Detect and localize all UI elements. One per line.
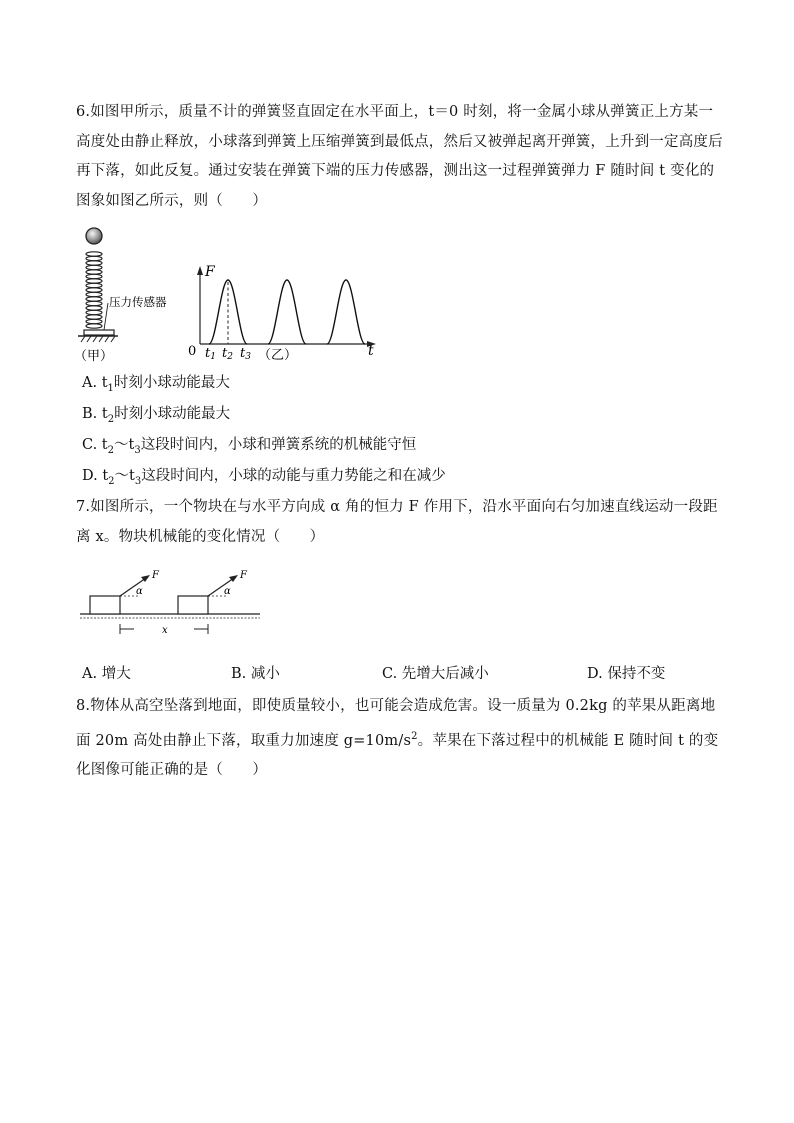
x-axis-label: t xyxy=(368,343,374,359)
q6-option-b[interactable]: B. $t_2$时刻小球动能最大 xyxy=(82,406,231,425)
q6-option-c[interactable]: C. $t_2\sim t_3$这段时间内，小球和弹簧系统的机械能守恒 xyxy=(82,437,417,456)
q7-option-c[interactable]: C. 先增大后减小 xyxy=(382,666,489,682)
alpha-label-2: α xyxy=(224,586,231,597)
tick-t2: t2 xyxy=(222,346,233,362)
tick-t3: t3 xyxy=(240,346,251,362)
q7-option-b[interactable]: B. 减小 xyxy=(231,666,280,682)
force-curve xyxy=(209,280,365,344)
figure-caption-left: （甲） xyxy=(74,349,114,364)
tick-t1: t1 xyxy=(205,346,216,362)
spring xyxy=(86,252,102,328)
q6-option-a[interactable]: A. $t_1$时刻小球动能最大 xyxy=(82,375,230,394)
alpha-label-1: α xyxy=(136,586,143,597)
question-7-stem: 7.如图所示，一个物块在与水平方向成 α 角的恒力 F 作用下，沿水平面向右匀加速直线运动一段距离 x。物块机械能的变化情况（ ） xyxy=(76,499,718,545)
question-6-stem: 6.如图甲所示，质量不计的弹簧竖直固定在水平面上，t＝0 时刻，将一金属小球从弹簧正上方某一高度处由静止释放，小球落到弹簧上压缩弹簧到最低点，然后又被弹起离开弹簧，上升到一定高度后再下落，如此反复。通过安装在弹簧下端的压力传感器，测出这一过程弹簧弹力 F 随时间 t 变化的图象如图乙所示，则（ ） xyxy=(76,104,723,209)
ground xyxy=(78,336,118,342)
metal-ball xyxy=(86,228,102,244)
block-end xyxy=(178,596,208,614)
distance-label: x xyxy=(162,625,168,636)
question-6-figure xyxy=(74,224,388,370)
question-7-figure xyxy=(78,568,268,640)
question-8-stem: 8.物体从高空坠落到地面，即使质量较小，也可能会造成危害。设一质量为 0.2kg 的苹果从距离地面 20m 高处由静止下落，取重力加速度 $g=10m/s^2$。苹果在下落过程中的机械能 E 随时间 t 的变化图像可能正确的是（ ） xyxy=(76,698,719,778)
pressure-sensor xyxy=(84,330,114,335)
figure-caption-right: （乙） xyxy=(258,348,298,363)
force-label-2: F xyxy=(240,570,247,581)
force-label-1: F xyxy=(152,570,159,581)
y-axis-label: F xyxy=(205,264,215,280)
origin-label: 0 xyxy=(188,344,197,359)
block-start xyxy=(90,596,120,614)
force-time-graph xyxy=(188,264,376,363)
q7-option-d[interactable]: D. 保持不变 xyxy=(587,666,666,682)
q7-option-a[interactable]: A. 增大 xyxy=(82,666,131,682)
q6-option-d[interactable]: D. $t_2\sim t_3$这段时间内，小球的动能与重力势能之和在减少 xyxy=(82,468,446,487)
sensor-label: 压力传感器 xyxy=(109,295,167,309)
